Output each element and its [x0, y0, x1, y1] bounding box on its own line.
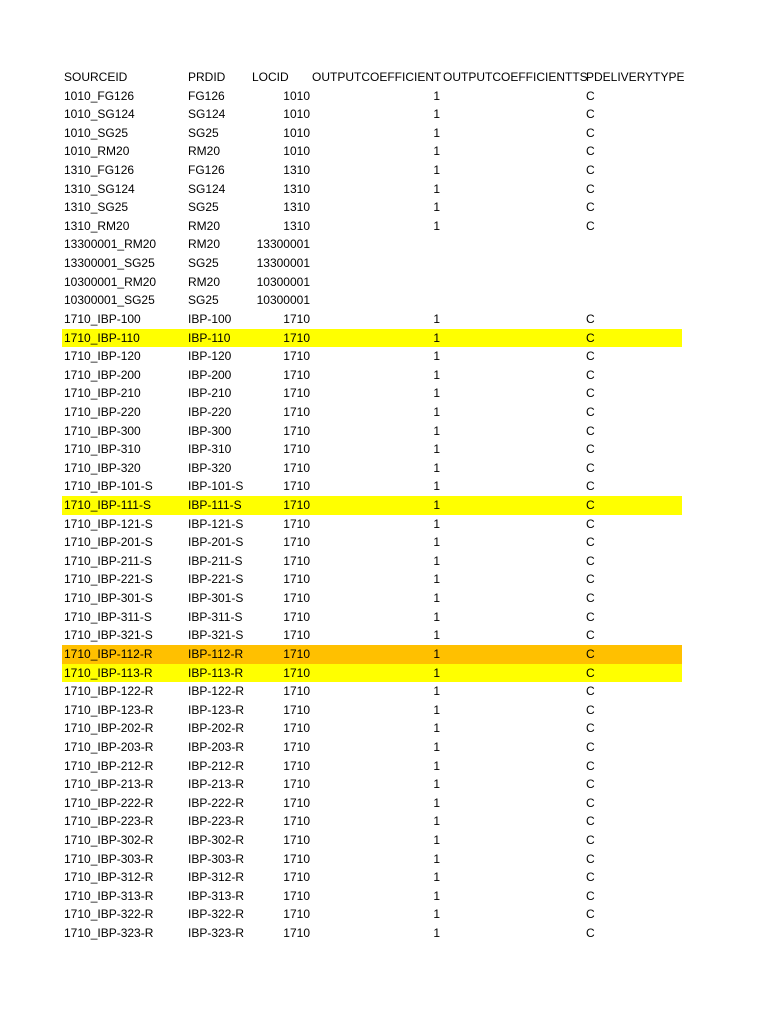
- cell-outputcoefficient: 1: [433, 888, 440, 903]
- table-row: [62, 496, 682, 515]
- cell-outputcoefficient: 1: [433, 200, 440, 215]
- table-row: [62, 180, 682, 199]
- table-row: [62, 198, 682, 217]
- cell-pdeliverytype: C: [586, 609, 595, 624]
- cell-pdeliverytype: C: [586, 628, 595, 643]
- table-row: [62, 775, 682, 794]
- cell-prdid: IBP-222-R: [188, 795, 245, 810]
- cell-prdid: RM20: [188, 237, 221, 252]
- cell-sourceid: 1710_IBP-201-S: [64, 535, 153, 550]
- cell-outputcoefficient: 1: [433, 311, 440, 326]
- table-row: [62, 403, 682, 422]
- cell-pdeliverytype: C: [586, 460, 595, 475]
- cell-locid: 1310: [283, 200, 310, 215]
- cell-outputcoefficient: 1: [433, 702, 440, 717]
- cell-prdid: IBP-311-S: [188, 609, 243, 624]
- cell-locid: 1010: [283, 107, 310, 122]
- cell-pdeliverytype: C: [586, 386, 595, 401]
- cell-locid: 1710: [283, 479, 310, 494]
- table-row: [62, 738, 682, 757]
- cell-locid: 10300001: [256, 274, 310, 289]
- cell-sourceid: 1010_SG25: [64, 125, 129, 140]
- cell-prdid: IBP-313-R: [188, 888, 245, 903]
- cell-pdeliverytype: C: [586, 311, 595, 326]
- cell-sourceid: 1710_IBP-120: [64, 349, 141, 364]
- cell-sourceid: 1010_SG124: [64, 107, 135, 122]
- table-row: [62, 161, 682, 180]
- table-row: [62, 366, 682, 385]
- cell-prdid: SG25: [188, 200, 219, 215]
- cell-locid: 13300001: [256, 237, 310, 252]
- cell-pdeliverytype: C: [586, 702, 595, 717]
- table-row: [62, 831, 682, 850]
- header-sourceid: SOURCEID: [64, 70, 128, 84]
- cell-locid: 1710: [283, 609, 310, 624]
- cell-prdid: IBP-112-R: [188, 646, 244, 661]
- table-row: [62, 440, 682, 459]
- cell-outputcoefficient: 1: [433, 479, 440, 494]
- cell-prdid: IBP-211-S: [188, 553, 243, 568]
- cell-outputcoefficient: 1: [433, 330, 440, 345]
- cell-prdid: SG124: [188, 107, 226, 122]
- cell-locid: 1710: [283, 795, 310, 810]
- cell-sourceid: 1710_IBP-222-R: [64, 795, 154, 810]
- cell-locid: 1710: [283, 665, 310, 680]
- cell-pdeliverytype: C: [586, 144, 595, 159]
- cell-outputcoefficient: 1: [433, 423, 440, 438]
- cell-prdid: IBP-203-R: [188, 739, 245, 754]
- cell-pdeliverytype: C: [586, 870, 595, 885]
- cell-prdid: IBP-212-R: [188, 758, 245, 773]
- cell-pdeliverytype: C: [586, 367, 595, 382]
- cell-prdid: IBP-101-S: [188, 479, 244, 494]
- cell-sourceid: 13300001_SG25: [64, 256, 155, 271]
- cell-sourceid: 1710_IBP-323-R: [64, 926, 154, 941]
- cell-prdid: IBP-303-R: [188, 851, 245, 866]
- cell-locid: 1710: [283, 498, 310, 513]
- cell-prdid: IBP-202-R: [188, 721, 245, 736]
- table-row: [62, 608, 682, 627]
- table-row: [62, 235, 682, 254]
- cell-pdeliverytype: C: [586, 832, 595, 847]
- table-row: [62, 850, 682, 869]
- table-row: [62, 812, 682, 831]
- cell-sourceid: 1710_IBP-303-R: [64, 851, 154, 866]
- cell-sourceid: 1710_IBP-212-R: [64, 758, 154, 773]
- table-row: [62, 142, 682, 161]
- cell-locid: 1710: [283, 758, 310, 773]
- cell-locid: 1710: [283, 684, 310, 699]
- header-prdid: PRDID: [188, 70, 226, 84]
- cell-locid: 1710: [283, 591, 310, 606]
- cell-sourceid: 1710_IBP-113-R: [64, 665, 153, 680]
- cell-pdeliverytype: C: [586, 479, 595, 494]
- cell-pdeliverytype: C: [586, 591, 595, 606]
- cell-outputcoefficient: 1: [433, 535, 440, 550]
- cell-outputcoefficient: 1: [433, 107, 440, 122]
- cell-prdid: IBP-322-R: [188, 907, 245, 922]
- cell-pdeliverytype: C: [586, 684, 595, 699]
- cell-sourceid: 1710_IBP-213-R: [64, 777, 154, 792]
- table-row: [62, 291, 682, 310]
- cell-prdid: RM20: [188, 274, 221, 289]
- cell-sourceid: 1710_IBP-310: [64, 442, 141, 457]
- table-row: [62, 254, 682, 273]
- cell-locid: 1710: [283, 367, 310, 382]
- cell-pdeliverytype: C: [586, 498, 595, 513]
- cell-pdeliverytype: C: [586, 125, 595, 140]
- cell-outputcoefficient: 1: [433, 591, 440, 606]
- cell-sourceid: 1710_IBP-220: [64, 404, 141, 419]
- table-row: [62, 347, 682, 366]
- cell-locid: 1710: [283, 535, 310, 550]
- cell-locid: 13300001: [256, 256, 310, 271]
- cell-pdeliverytype: C: [586, 553, 595, 568]
- cell-locid: 1710: [283, 442, 310, 457]
- cell-locid: 1010: [283, 125, 310, 140]
- table-row: [62, 384, 682, 403]
- cell-pdeliverytype: C: [586, 349, 595, 364]
- cell-outputcoefficient: 1: [433, 814, 440, 829]
- cell-pdeliverytype: C: [586, 442, 595, 457]
- cell-pdeliverytype: C: [586, 88, 595, 103]
- cell-outputcoefficient: 1: [433, 367, 440, 382]
- table-row: [62, 701, 682, 720]
- table-row: [62, 87, 682, 106]
- cell-sourceid: 1710_IBP-312-R: [64, 870, 154, 885]
- cell-outputcoefficient: 1: [433, 628, 440, 643]
- cell-sourceid: 1710_IBP-112-R: [64, 646, 153, 661]
- table-row: [62, 664, 682, 683]
- cell-pdeliverytype: C: [586, 888, 595, 903]
- cell-sourceid: 1710_IBP-122-R: [64, 684, 154, 699]
- cell-sourceid: 1710_IBP-322-R: [64, 907, 154, 922]
- cell-prdid: IBP-213-R: [188, 777, 245, 792]
- cell-prdid: RM20: [188, 144, 221, 159]
- cell-locid: 1710: [283, 572, 310, 587]
- cell-sourceid: 1710_IBP-200: [64, 367, 141, 382]
- table-row: [62, 794, 682, 813]
- cell-pdeliverytype: C: [586, 646, 595, 661]
- cell-locid: 1710: [283, 739, 310, 754]
- cell-locid: 1710: [283, 870, 310, 885]
- cell-sourceid: 1710_IBP-101-S: [64, 479, 153, 494]
- cell-outputcoefficient: 1: [433, 926, 440, 941]
- table-row: [62, 477, 682, 496]
- cell-pdeliverytype: C: [586, 107, 595, 122]
- cell-sourceid: 1710_IBP-300: [64, 423, 141, 438]
- cell-pdeliverytype: C: [586, 572, 595, 587]
- cell-locid: 1710: [283, 404, 310, 419]
- cell-prdid: IBP-123-R: [188, 702, 245, 717]
- cell-prdid: SG25: [188, 125, 219, 140]
- cell-locid: 1710: [283, 721, 310, 736]
- cell-pdeliverytype: C: [586, 181, 595, 196]
- cell-locid: 1710: [283, 646, 310, 661]
- cell-pdeliverytype: C: [586, 739, 595, 754]
- cell-prdid: IBP-223-R: [188, 814, 245, 829]
- cell-prdid: IBP-312-R: [188, 870, 245, 885]
- table-row: [62, 515, 682, 534]
- cell-pdeliverytype: C: [586, 814, 595, 829]
- cell-prdid: IBP-320: [188, 460, 232, 475]
- cell-pdeliverytype: C: [586, 665, 595, 680]
- cell-outputcoefficient: 1: [433, 851, 440, 866]
- cell-locid: 1310: [283, 181, 310, 196]
- cell-pdeliverytype: C: [586, 721, 595, 736]
- cell-locid: 1710: [283, 926, 310, 941]
- cell-prdid: IBP-221-S: [188, 572, 244, 587]
- cell-outputcoefficient: 1: [433, 125, 440, 140]
- cell-outputcoefficient: 1: [433, 349, 440, 364]
- cell-sourceid: 1310_FG126: [64, 163, 135, 178]
- table-row: [62, 924, 682, 943]
- cell-outputcoefficient: 1: [433, 795, 440, 810]
- cell-prdid: RM20: [188, 218, 221, 233]
- table-row: [62, 310, 682, 329]
- cell-sourceid: 1710_IBP-320: [64, 460, 141, 475]
- data-table: [62, 68, 685, 943]
- cell-prdid: IBP-113-R: [188, 665, 244, 680]
- table-row: [62, 124, 682, 143]
- cell-sourceid: 1310_SG25: [64, 200, 129, 215]
- table-row: [62, 757, 682, 776]
- header-row: [62, 68, 685, 87]
- table-row: [62, 105, 682, 124]
- table-row: [62, 329, 682, 348]
- cell-outputcoefficient: 1: [433, 218, 440, 233]
- table-row: [62, 868, 682, 887]
- table-row: [62, 459, 682, 478]
- table-row: [62, 645, 682, 664]
- cell-prdid: SG124: [188, 181, 226, 196]
- cell-locid: 1010: [283, 88, 310, 103]
- cell-sourceid: 1710_IBP-301-S: [64, 591, 153, 606]
- cell-outputcoefficient: 1: [433, 163, 440, 178]
- cell-locid: 1310: [283, 163, 310, 178]
- cell-pdeliverytype: C: [586, 200, 595, 215]
- cell-sourceid: 1310_SG124: [64, 181, 135, 196]
- cell-outputcoefficient: 1: [433, 404, 440, 419]
- cell-sourceid: 1710_IBP-221-S: [64, 572, 153, 587]
- table-row: [62, 217, 682, 236]
- cell-locid: 1710: [283, 702, 310, 717]
- cell-outputcoefficient: 1: [433, 665, 440, 680]
- cell-prdid: IBP-210: [188, 386, 232, 401]
- cell-prdid: SG25: [188, 256, 219, 271]
- table-row: [62, 533, 682, 552]
- cell-prdid: IBP-201-S: [188, 535, 244, 550]
- cell-outputcoefficient: 1: [433, 460, 440, 475]
- cell-locid: 1710: [283, 516, 310, 531]
- cell-prdid: IBP-310: [188, 442, 232, 457]
- cell-pdeliverytype: C: [586, 795, 595, 810]
- cell-sourceid: 1710_IBP-311-S: [64, 609, 152, 624]
- header-outputcoefficient: OUTPUTCOEFFICIENT: [312, 70, 442, 84]
- cell-prdid: IBP-200: [188, 367, 232, 382]
- cell-prdid: IBP-302-R: [188, 832, 245, 847]
- cell-outputcoefficient: 1: [433, 144, 440, 159]
- table-body: [62, 87, 682, 943]
- cell-sourceid: 1710_IBP-313-R: [64, 888, 154, 903]
- table-row: [62, 887, 682, 906]
- cell-sourceid: 13300001_RM20: [64, 237, 157, 252]
- table-row: [62, 422, 682, 441]
- cell-outputcoefficient: 1: [433, 498, 440, 513]
- cell-outputcoefficient: 1: [433, 870, 440, 885]
- cell-prdid: IBP-220: [188, 404, 232, 419]
- cell-sourceid: 1710_IBP-223-R: [64, 814, 154, 829]
- cell-sourceid: 1710_IBP-111-S: [64, 498, 151, 513]
- cell-pdeliverytype: C: [586, 404, 595, 419]
- cell-sourceid: 1710_IBP-203-R: [64, 739, 154, 754]
- table-row: [62, 552, 682, 571]
- cell-sourceid: 1010_RM20: [64, 144, 130, 159]
- cell-outputcoefficient: 1: [433, 181, 440, 196]
- cell-locid: 1710: [283, 330, 310, 345]
- cell-pdeliverytype: C: [586, 218, 595, 233]
- cell-prdid: IBP-110: [188, 330, 231, 345]
- cell-prdid: IBP-301-S: [188, 591, 244, 606]
- cell-sourceid: 1310_RM20: [64, 218, 130, 233]
- table-row: [62, 905, 682, 924]
- cell-sourceid: 1710_IBP-100: [64, 311, 141, 326]
- cell-prdid: IBP-121-S: [188, 516, 244, 531]
- cell-locid: 1710: [283, 553, 310, 568]
- cell-pdeliverytype: C: [586, 535, 595, 550]
- cell-prdid: FG126: [188, 163, 225, 178]
- cell-locid: 1710: [283, 460, 310, 475]
- cell-pdeliverytype: C: [586, 163, 595, 178]
- cell-pdeliverytype: C: [586, 330, 595, 345]
- cell-sourceid: 1710_IBP-123-R: [64, 702, 154, 717]
- cell-pdeliverytype: C: [586, 423, 595, 438]
- cell-outputcoefficient: 1: [433, 442, 440, 457]
- cell-locid: 1710: [283, 777, 310, 792]
- cell-prdid: FG126: [188, 88, 225, 103]
- cell-pdeliverytype: C: [586, 851, 595, 866]
- cell-locid: 1710: [283, 311, 310, 326]
- cell-pdeliverytype: C: [586, 907, 595, 922]
- table-row: [62, 719, 682, 738]
- cell-prdid: SG25: [188, 293, 219, 308]
- cell-prdid: IBP-100: [188, 311, 232, 326]
- cell-locid: 1010: [283, 144, 310, 159]
- cell-sourceid: 1010_FG126: [64, 88, 135, 103]
- table-row: [62, 273, 682, 292]
- cell-locid: 1710: [283, 814, 310, 829]
- cell-prdid: IBP-120: [188, 349, 232, 364]
- cell-outputcoefficient: 1: [433, 721, 440, 736]
- cell-sourceid: 1710_IBP-302-R: [64, 832, 154, 847]
- cell-outputcoefficient: 1: [433, 572, 440, 587]
- cell-outputcoefficient: 1: [433, 386, 440, 401]
- cell-locid: 1710: [283, 628, 310, 643]
- cell-outputcoefficient: 1: [433, 777, 440, 792]
- cell-outputcoefficient: 1: [433, 88, 440, 103]
- cell-locid: 1310: [283, 218, 310, 233]
- cell-pdeliverytype: C: [586, 777, 595, 792]
- cell-sourceid: 1710_IBP-110: [64, 330, 140, 345]
- cell-locid: 1710: [283, 386, 310, 401]
- table-row: [62, 589, 682, 608]
- header-locid: LOCID: [252, 70, 289, 84]
- cell-pdeliverytype: C: [586, 758, 595, 773]
- cell-sourceid: 10300001_SG25: [64, 293, 155, 308]
- cell-locid: 1710: [283, 349, 310, 364]
- cell-sourceid: 1710_IBP-210: [64, 386, 141, 401]
- cell-locid: 1710: [283, 907, 310, 922]
- header-outputcoefficientts: OUTPUTCOEFFICIENTTS: [443, 70, 588, 84]
- cell-outputcoefficient: 1: [433, 907, 440, 922]
- cell-pdeliverytype: C: [586, 516, 595, 531]
- table-row: [62, 626, 682, 645]
- cell-prdid: IBP-321-S: [188, 628, 244, 643]
- header-pdeliverytype: PDELIVERYTYPE: [586, 70, 685, 84]
- cell-sourceid: 10300001_RM20: [64, 274, 157, 289]
- cell-sourceid: 1710_IBP-211-S: [64, 553, 152, 568]
- cell-outputcoefficient: 1: [433, 758, 440, 773]
- cell-locid: 1710: [283, 423, 310, 438]
- cell-locid: 1710: [283, 832, 310, 847]
- cell-sourceid: 1710_IBP-202-R: [64, 721, 154, 736]
- cell-outputcoefficient: 1: [433, 553, 440, 568]
- table-row: [62, 682, 682, 701]
- cell-outputcoefficient: 1: [433, 739, 440, 754]
- cell-sourceid: 1710_IBP-121-S: [64, 516, 153, 531]
- cell-pdeliverytype: C: [586, 926, 595, 941]
- cell-prdid: IBP-111-S: [188, 498, 242, 513]
- cell-outputcoefficient: 1: [433, 609, 440, 624]
- cell-locid: 1710: [283, 851, 310, 866]
- cell-locid: 10300001: [256, 293, 310, 308]
- cell-outputcoefficient: 1: [433, 684, 440, 699]
- cell-outputcoefficient: 1: [433, 832, 440, 847]
- cell-prdid: IBP-122-R: [188, 684, 245, 699]
- table-row: [62, 570, 682, 589]
- cell-prdid: IBP-300: [188, 423, 232, 438]
- cell-outputcoefficient: 1: [433, 646, 440, 661]
- cell-prdid: IBP-323-R: [188, 926, 245, 941]
- cell-outputcoefficient: 1: [433, 516, 440, 531]
- cell-locid: 1710: [283, 888, 310, 903]
- cell-sourceid: 1710_IBP-321-S: [64, 628, 153, 643]
